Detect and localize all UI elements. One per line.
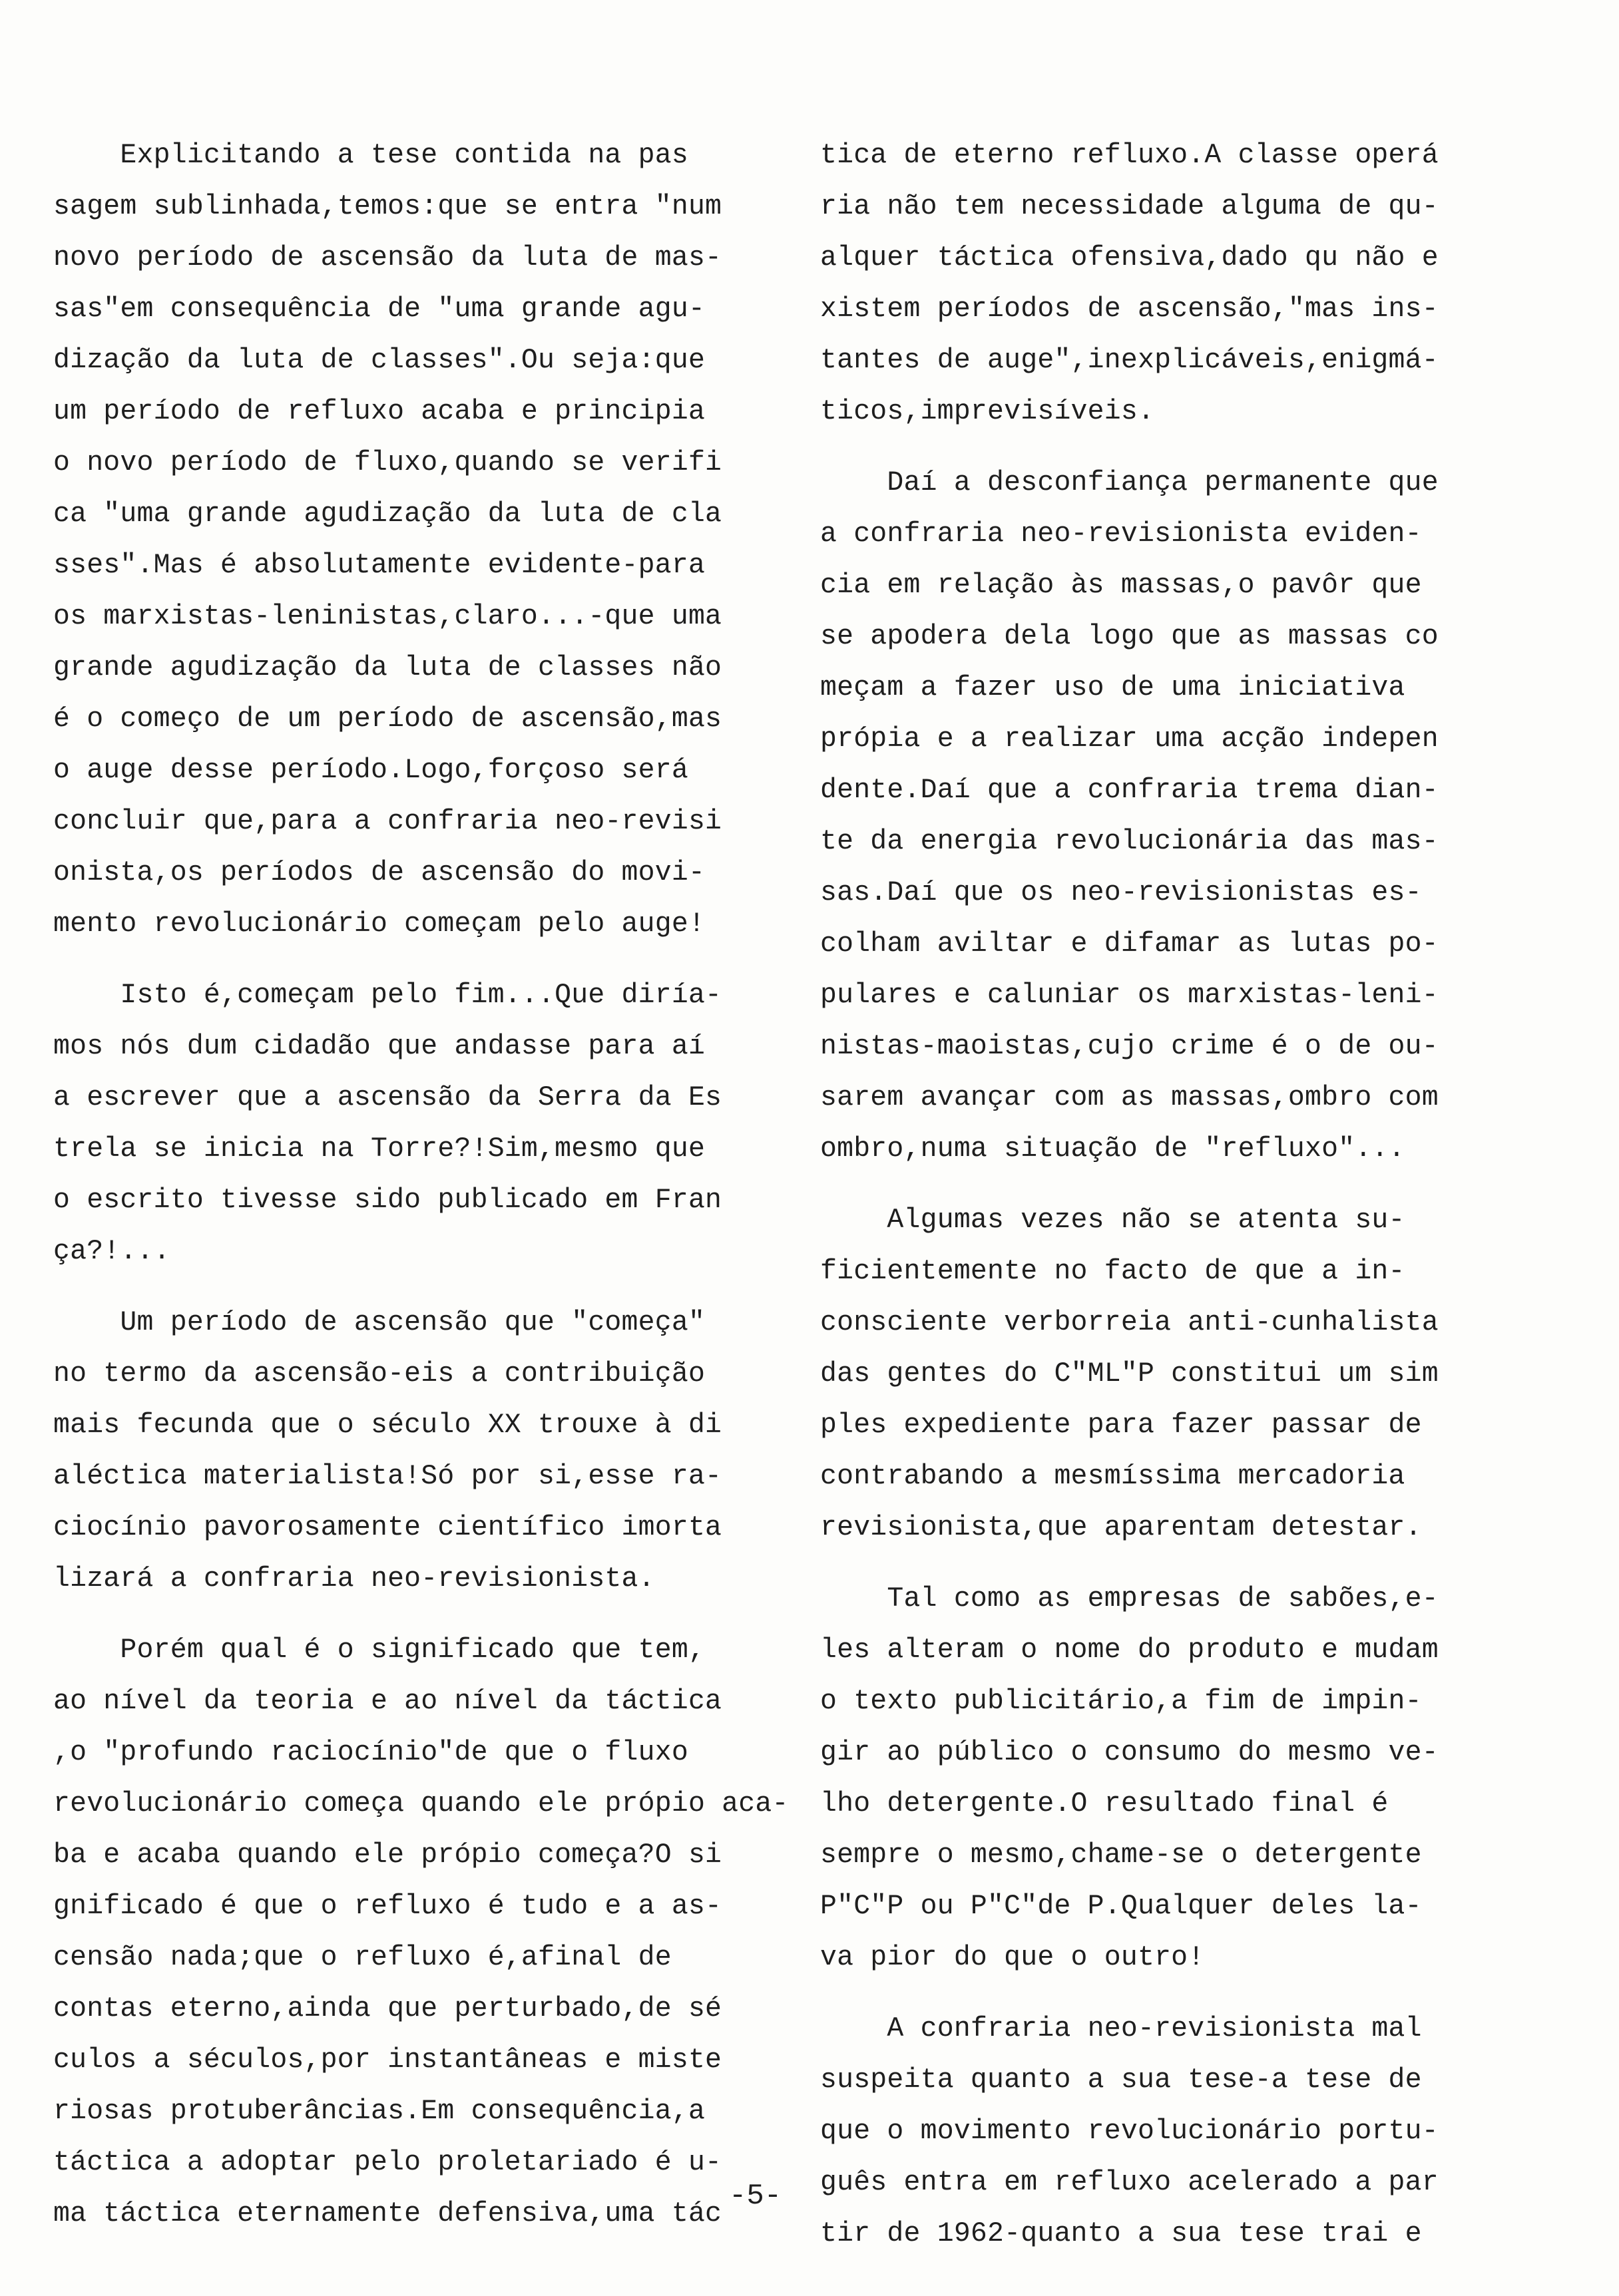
- text-line: onista,os períodos de ascensão do movi-: [53, 857, 706, 888]
- paragraph-gap: [53, 1277, 766, 1297]
- text-line: ria não tem necessidade alguma de qu-: [820, 191, 1439, 222]
- text-line: sagem sublinhada,temos:que se entra "num: [53, 191, 722, 222]
- text-line: P"C"P ou P"C"de P.Qualquer deles la-: [820, 1891, 1422, 1922]
- text-line: Um período de ascensão que "começa": [53, 1307, 706, 1338]
- text-line: ba e acaba quando ele própio começa?O si: [53, 1839, 722, 1871]
- text-line: das gentes do C"ML"P constitui um sim: [820, 1358, 1439, 1390]
- text-line: dente.Daí que a confraria trema dian-: [820, 775, 1439, 806]
- text-line: pulares e caluniar os marxistas-leni-: [820, 980, 1439, 1011]
- text-line: um período de refluxo acaba e principia: [53, 396, 706, 427]
- paragraph: [820, 457, 1532, 1175]
- text-line: no termo da ascensão-eis a contribuição: [53, 1358, 706, 1390]
- text-line: o novo período de fluxo,quando se verifi: [53, 447, 722, 478]
- text-line: lho detergente.O resultado final é: [820, 1788, 1389, 1819]
- text-line: lizará a confraria neo-revisionista.: [53, 1563, 655, 1595]
- paragraph-gap: [820, 437, 1532, 457]
- text-line: ombro,numa situação de "refluxo"...: [820, 1133, 1405, 1165]
- text-line: dização da luta de classes".Ou seja:que: [53, 345, 706, 376]
- text-line: ficientemente no facto de que a in-: [820, 1256, 1405, 1287]
- text-line: contas eterno,ainda que perturbado,de sé: [53, 1993, 722, 2024]
- text-line: grande agudização da luta de classes não: [53, 652, 722, 683]
- text-line: ao nível da teoria e ao nível da táctica: [53, 1686, 722, 1717]
- text-line: sses".Mas é absolutamente evidente-para: [53, 550, 706, 581]
- text-line: revisionista,que aparentam detestar.: [820, 1512, 1422, 1543]
- text-line: os marxistas-leninistas,claro...-que uma: [53, 601, 722, 632]
- text-line: ca "uma grande agudização da luta de cla: [53, 498, 722, 530]
- text-line: a confraria neo-revisionista eviden-: [820, 518, 1422, 550]
- text-line: ciocínio pavorosamente científico imorta: [53, 1512, 722, 1543]
- text-line: mos nós dum cidadão que andasse para aí: [53, 1031, 706, 1062]
- text-line: ma táctica eternamente defensiva,uma tác: [53, 2198, 722, 2229]
- text-line: A confraria neo-revisionista mal: [820, 2013, 1422, 2044]
- text-line: a escrever que a ascensão da Serra da Es: [53, 1082, 722, 1113]
- text-line: se apodera dela logo que as massas co: [820, 621, 1439, 652]
- text-line: aléctica materialista!Só por si,esse ra-: [53, 1461, 722, 1492]
- text-line: consciente verborreia anti-cunhalista: [820, 1307, 1439, 1338]
- text-line: novo período de ascensão da luta de mas-: [53, 242, 722, 274]
- text-line: Porém qual é o significado que tem,: [53, 1634, 706, 1666]
- paragraph: [53, 1625, 789, 2239]
- text-line: mais fecunda que o século XX trouxe à di: [53, 1410, 722, 1441]
- paragraph: [820, 130, 1532, 437]
- text-line: sas"em consequência de "uma grande agu-: [53, 293, 706, 325]
- text-line: va pior do que o outro!: [820, 1942, 1205, 1973]
- paragraph-gap: [53, 950, 766, 970]
- paragraph: [820, 2003, 1532, 2259]
- text-line: gir ao público o consumo do mesmo ve-: [820, 1737, 1439, 1768]
- text-line: revolucionário começa quando ele própio aca-: [53, 1788, 789, 1819]
- paragraph-gap: [53, 1605, 766, 1625]
- text-line: les alteram o nome do produto e mudam: [820, 1634, 1439, 1666]
- text-line: tantes de auge",inexplicáveis,enigmá-: [820, 345, 1439, 376]
- text-line: censão nada;que o refluxo é,afinal de: [53, 1942, 672, 1973]
- text-line: alquer táctica ofensiva,dado qu não e: [820, 242, 1439, 274]
- text-line: que o movimento revolucionário portu-: [820, 2116, 1439, 2147]
- text-line: culos a séculos,por instantâneas e miste: [53, 2044, 722, 2076]
- paragraph-gap: [820, 1983, 1532, 2003]
- text-line: trela se inicia na Torre?!Sim,mesmo que: [53, 1133, 706, 1165]
- text-line: tica de eterno refluxo.A classe operá: [820, 140, 1439, 171]
- paragraph-gap: [820, 1175, 1532, 1195]
- text-line: sarem avançar com as massas,ombro com: [820, 1082, 1439, 1113]
- text-line: guês entra em refluxo acelerado a par: [820, 2167, 1439, 2198]
- text-line: xistem períodos de ascensão,"mas ins-: [820, 293, 1439, 325]
- text-line: te da energia revolucionária das mas-: [820, 826, 1439, 857]
- right-column: [820, 130, 1532, 2259]
- paragraph: [820, 1195, 1532, 1553]
- paragraph: [53, 970, 766, 1277]
- text-line: Daí a desconfiança permanente que: [820, 467, 1439, 498]
- text-line: Isto é,começam pelo fim...Que diría-: [53, 980, 722, 1011]
- text-line: Explicitando a tese contida na pas: [53, 140, 688, 171]
- text-line: contrabando a mesmíssima mercadoria: [820, 1461, 1405, 1492]
- text-line: colham aviltar e difamar as lutas po-: [820, 928, 1439, 960]
- text-line: o escrito tivesse sido publicado em Fran: [53, 1185, 722, 1216]
- text-line: sas.Daí que os neo-revisionistas es-: [820, 877, 1422, 908]
- text-line: própia e a realizar uma acção indepen: [820, 723, 1439, 755]
- text-line: Tal como as empresas de sabões,e-: [820, 1583, 1439, 1615]
- paragraph-gap: [820, 1553, 1532, 1573]
- text-line: ticos,imprevisíveis.: [820, 396, 1155, 427]
- text-line: o texto publicitário,a fim de impin-: [820, 1686, 1422, 1717]
- paragraph: [53, 1297, 766, 1605]
- paragraph: [53, 130, 766, 950]
- text-line: ça?!...: [53, 1236, 170, 1267]
- text-line: meçam a fazer uso de uma iniciativa: [820, 672, 1405, 703]
- text-line: suspeita quanto a sua tese-a tese de: [820, 2064, 1422, 2096]
- left-column: [53, 130, 789, 2239]
- text-line: cia em relação às massas,o pavôr que: [820, 570, 1422, 601]
- text-line: sempre o mesmo,chame-se o detergente: [820, 1839, 1422, 1871]
- text-line: riosas protuberâncias.Em consequência,a: [53, 2096, 706, 2127]
- page-number: -5-: [729, 2180, 782, 2213]
- text-line: mento revolucionário começam pelo auge!: [53, 908, 706, 940]
- text-line: ,o "profundo raciocínio"de que o fluxo: [53, 1737, 688, 1768]
- text-line: táctica a adoptar pelo proletariado é u-: [53, 2147, 722, 2178]
- text-line: gnificado é que o refluxo é tudo e a as-: [53, 1891, 722, 1922]
- text-line: nistas-maoistas,cujo crime é o de ou-: [820, 1031, 1439, 1062]
- text-line: concluir que,para a confraria neo-revisi: [53, 806, 722, 837]
- paragraph: [820, 1573, 1532, 1983]
- text-line: tir de 1962-quanto a sua tese trai e: [820, 2218, 1422, 2249]
- text-line: ples expediente para fazer passar de: [820, 1410, 1422, 1441]
- text-line: Algumas vezes não se atenta su-: [820, 1205, 1405, 1236]
- text-line: é o começo de um período de ascensão,mas: [53, 703, 722, 735]
- text-line: o auge desse período.Logo,forçoso será: [53, 755, 688, 786]
